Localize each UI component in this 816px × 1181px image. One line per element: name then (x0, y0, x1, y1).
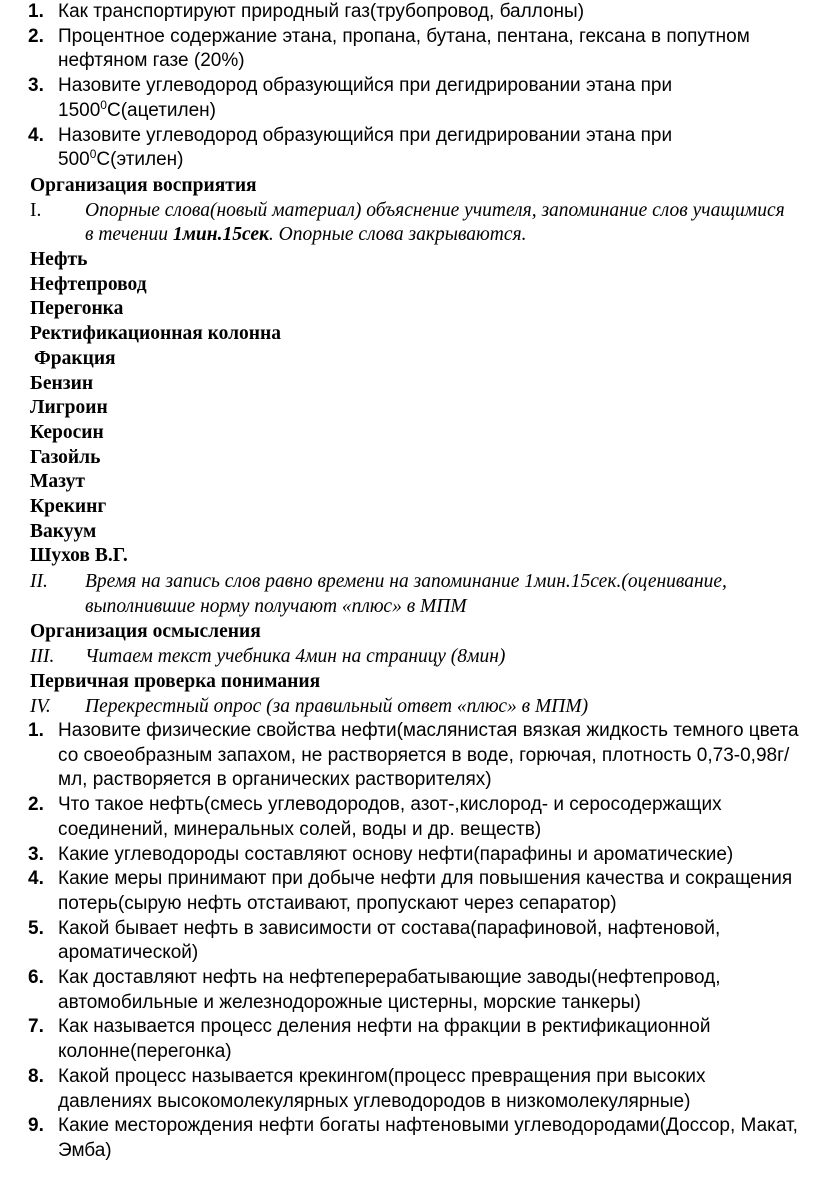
question-4 (0, 867, 816, 916)
question-2 (0, 793, 816, 842)
step-number: IV. (30, 695, 51, 717)
step-number: II. (30, 571, 48, 592)
term-item: Газойль (30, 446, 101, 468)
section-heading: Организация осмысления (30, 621, 261, 642)
step-number: I. (30, 199, 42, 221)
item-text: Как транспортируют природный газ(трубопровод, баллоны) (58, 1, 585, 22)
term-item: Нефть (30, 249, 88, 270)
item-text: Какой бывает нефть в зависимости от состава(парафиновой, нафтеновой, ароматической) (58, 917, 721, 964)
item-number: 8. (28, 1065, 44, 1087)
item-text: Какой процесс называется крекингом(процесс превращения при высоких давлениях высокомолекулярных углеводородов в низкомолекулярные) (58, 1065, 706, 1112)
item-number: 2. (28, 794, 44, 816)
item-text: Назовите углеводород образующийся при дегидрировании этана при 1500$^0$С(ацетилен) (58, 75, 673, 121)
intro-question-1 (0, 0, 816, 25)
item-number: 5. (28, 917, 44, 939)
item-text: Какие месторождения нефти богаты нафтеновыми углеводородами(Доссор, Макат, Эмба) (58, 1115, 798, 1161)
term-item: Бензин (30, 372, 94, 394)
section-primary-check (0, 670, 816, 719)
item-text: Назовите физические свойства нефти(маслянистая вязкая жидкость темного цвета со своеобразным запахом, не растворяется в воде, горючая, плотность 0,73-0,98г/мл, растворяется в органических растворителях) (58, 720, 799, 791)
question-9 (0, 1114, 816, 1163)
item-text: Что такое нефть(смесь углеводородов, азот-,кислород- и серосодержащих соединений, минеральных солей, воды и др. веществ) (58, 794, 722, 840)
question-5 (0, 917, 816, 966)
item-number: 4. (28, 868, 44, 890)
step-text: Время на запись слов равно времени на запоминание 1мин.15сек.(оценивание, выполнившие норму получают «плюс» в МПМ (85, 571, 727, 617)
term-item: Фракция (34, 347, 116, 369)
item-number: 3. (28, 75, 44, 97)
term-item: Нефтепровод (30, 273, 147, 295)
item-number: 1. (28, 1, 44, 22)
item-text: Какие углеводороды составляют основу нефти(парафины и ароматические) (58, 843, 734, 865)
item-number: 7. (28, 1016, 44, 1038)
item-number: 1. (28, 720, 44, 741)
step-text: Читаем текст учебника 4мин на страницу (8мин) (85, 645, 506, 667)
item-text: Как доставляют нефть на нефтеперерабатывающие заводы(нефтепровод, автомобильные и железнодорожные цистерны, морские танкеры) (58, 967, 721, 1013)
term-item: Лигроин (30, 397, 108, 419)
section-heading: Организация восприятия (30, 175, 257, 196)
item-number: 3. (28, 843, 44, 865)
term-item: Вакуум (30, 520, 97, 542)
question-1 (0, 719, 816, 793)
intro-question-3 (0, 74, 816, 123)
term-item: Крекинг (30, 496, 107, 518)
term-item: Ректификационная колонна (30, 323, 282, 345)
term-item: Керосин (30, 421, 104, 443)
intro-question-4 (0, 124, 816, 173)
step-1 (0, 199, 816, 248)
question-8 (0, 1065, 816, 1114)
question-list (0, 719, 816, 1164)
section-perception (0, 174, 816, 248)
item-text: Назовите углеводород образующийся при дегидрировании этана при $500^0С(этилен)$ (58, 124, 673, 171)
item-text: Как называется процесс деления нефти на фракции в ректификационной колонне(перегонка) (58, 1016, 711, 1063)
step-4 (0, 695, 816, 720)
intro-question-list (0, 0, 816, 173)
section-heading: Первичная проверка понимания (30, 671, 321, 692)
key-terms-list (0, 248, 816, 569)
item-number: 4. (28, 124, 44, 146)
item-text: Процентное содержание этана, пропана, бутана, пентана, гексана в попутном нефтяном газе (20%) (58, 25, 750, 72)
section-comprehension (0, 620, 816, 669)
step-3 (0, 645, 816, 670)
intro-question-2 (0, 25, 816, 74)
term-item: Шухов В.Г. (30, 545, 128, 567)
step-2 (0, 570, 816, 619)
step-text: Опорные слова(новый материал) объяснение учителя, запоминание слов учащимися в течении 1мин.15сек. Опорные слова закрываются. (85, 199, 785, 246)
step-text: Перекрестный опрос (за правильный ответ «плюс» в МПМ) (85, 695, 589, 717)
question-3 (0, 843, 816, 868)
term-item: Мазут (30, 471, 85, 493)
question-6 (0, 966, 816, 1015)
step-number: III. (30, 645, 55, 667)
question-7 (0, 1015, 816, 1064)
term-item: Перегонка (30, 298, 124, 320)
item-text: Какие меры принимают при добыче нефти для повышения качества и сокращения потерь(сырую нефть отстаивают, пропускают через сепаратор) (58, 868, 793, 914)
item-number: 2. (28, 25, 44, 47)
item-number: 9. (28, 1115, 44, 1137)
item-number: 6. (28, 967, 44, 989)
